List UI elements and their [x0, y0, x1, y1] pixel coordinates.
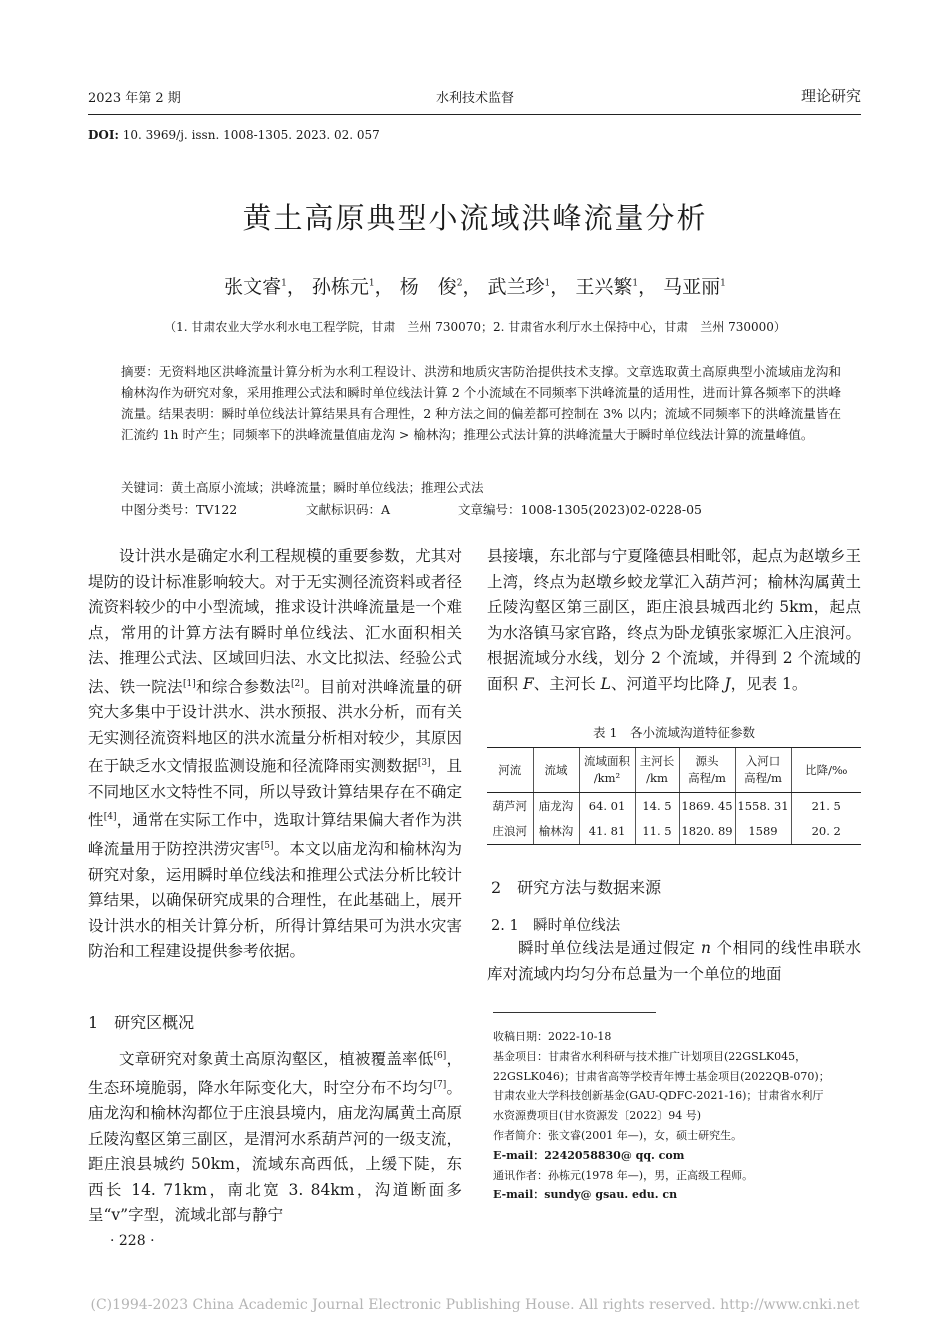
section-1-paragraph: [88, 1044, 462, 1229]
text: 。本文以庙龙沟和榆林沟为研究对象，运用瞬时单位线法和推理公式法分析比较计算结果，以确保研究成果的合理性，在此基础上，展开设计洪水的相关计算分析，所得计算结果可为洪水灾害防治和工程建设提供参考依据。: [88, 840, 462, 961]
section-1-continued: [487, 544, 861, 697]
abstract: [121, 361, 841, 445]
table-cell: 榆林沟: [533, 819, 579, 845]
author-sup: 1: [720, 278, 726, 289]
header-unit: 高程/m: [688, 771, 726, 785]
citation: [7]: [433, 1079, 447, 1090]
text: ，生态环境脆弱，降水年际变化大，时空分布不均匀: [88, 1050, 462, 1097]
column-header: [635, 748, 679, 793]
column-header: [487, 748, 533, 793]
author: 马亚丽: [663, 276, 721, 298]
table-cell: 庄浪河: [487, 819, 533, 845]
author-separator: ，: [286, 276, 306, 298]
abstract-label: 摘要：: [121, 364, 159, 379]
text: 文章研究对象黄土高原沟壑区，植被覆盖率低: [119, 1050, 434, 1069]
citation: [1]: [182, 678, 196, 689]
doi-label: DOI:: [88, 128, 119, 142]
text: ，且不同地区水文特性不同，所以导致计算结果存在不确定性: [88, 757, 462, 830]
keywords-text: 黄土高原小流域；洪峰流量；瞬时单位线法；推理公式法: [171, 480, 484, 495]
table-cell: 1820. 89: [679, 819, 735, 845]
citation: [3]: [417, 758, 431, 769]
author: 王兴繁: [575, 276, 633, 298]
table-cell: 64. 01: [579, 793, 635, 819]
characteristics-table: [487, 747, 861, 845]
text: 。目前对洪峰流量的研究大多集中于设计洪水、洪水预报、洪水分析，而有关无实测径流资料地区的洪水流量分析相对较少，其原因在于缺乏水文情报监测设施和径流降雨实测数据: [88, 677, 462, 776]
clc-number: 中图分类号：TV122: [121, 502, 238, 517]
article-number: 文章编号：1008-1305(2023)02-0228-05: [458, 502, 702, 517]
table-cell: 41. 81: [579, 819, 635, 845]
affiliation: （1. 甘肃农业大学水利水电工程学院，甘肃 兰州 730070；2. 甘肃省水利厅水土保持中心，甘肃 兰州 730000）: [164, 320, 786, 334]
author-sup: 1: [544, 278, 551, 289]
column-header: [791, 748, 861, 793]
variable: n: [700, 939, 711, 957]
footnote-line: 22GSLK046)；甘肃省高等学校青年博士基金项目(2022QB-070)；: [493, 1069, 830, 1083]
header-text: 源头: [695, 754, 719, 768]
column-header: [679, 748, 735, 793]
copyright-line: (C)1994-2023 China Academic Journal Electronic Publishing House. All rights reserved. http://www.cnki.net: [90, 1297, 860, 1313]
text: 个相同的线性串联水库对流域内均匀分布总量为一个单位的地面: [487, 939, 861, 983]
footnote-line: 通讯作者：孙栋元(1978 年—)，男，正高级工程师。: [493, 1168, 754, 1182]
citation: [5]: [260, 840, 274, 851]
author: 孙栋元: [311, 276, 369, 298]
table-cell: 1869. 45: [679, 793, 735, 819]
table-cell: 14. 5: [635, 793, 679, 819]
footnote-line: E-mail：2242058830@ qq. com: [493, 1148, 685, 1162]
author-separator: ，: [638, 276, 658, 298]
table-cell: 20. 2: [791, 819, 861, 845]
column-header: [579, 748, 635, 793]
footnotes: [493, 1027, 863, 1205]
footnote-rule: [493, 1012, 656, 1013]
table-cell: 1589: [735, 819, 791, 845]
author: 张文睿: [224, 276, 282, 298]
author-separator: ，: [462, 276, 482, 298]
footnote-line: 甘肃农业大学科技创新基金(GAU-QDFC-2021-16)；甘肃省水利厅: [493, 1089, 824, 1103]
text: 设计洪水是确定水利工程规模的重要参数，尤其对堤防的设计标准影响较大。对于无实测径流资料或者径流资料较少的中小型流域，推求设计洪峰流量是一个难点，常用的计算方法有瞬时单位线法、汇水面积相关法、推理公式法、区域回归法、水文比拟法、经验公式法、铁一院法: [88, 547, 462, 696]
table-row: [487, 793, 861, 819]
author-sup: 1: [368, 278, 375, 289]
author-separator: ，: [550, 276, 570, 298]
text: ，通常在实际工作中，选取计算结果偏大者作为洪峰流量用于防控洪涝灾害: [88, 811, 462, 859]
author-separator: ，: [374, 276, 394, 298]
header-text: 入河口: [745, 754, 781, 768]
column-header: [533, 748, 579, 793]
header-journal: 水利技术监督: [435, 91, 514, 106]
header-rule: [88, 114, 861, 115]
variable: J: [724, 674, 731, 693]
footnote-line: 收稿日期：2022-10-18: [493, 1030, 612, 1043]
section-2-1-paragraph: [487, 936, 861, 987]
author-sup: 1: [281, 278, 287, 289]
text: 和综合参数法: [195, 677, 291, 696]
doi-value: 10. 3969/j. issn. 1008-1305. 2023. 02. 057: [122, 128, 380, 142]
table-cell: 11. 5: [635, 819, 679, 845]
author-sup: 1: [632, 278, 639, 289]
header-text: 河流: [498, 762, 522, 777]
page-number: · 228 ·: [110, 1233, 155, 1249]
footnote-line: 水资源费项目(甘水资源发〔2022〕94 号): [493, 1109, 702, 1123]
author: 武兰珍: [487, 276, 545, 298]
keywords-label: 关键词：: [121, 480, 172, 495]
header-text: 流域面积: [584, 754, 630, 768]
variable: L: [600, 674, 611, 693]
section-2-heading: 2 研究方法与数据来源: [491, 878, 662, 897]
header-unit: /km²: [593, 771, 621, 785]
paper-title: 黄土高原典型小流域洪峰流量分析: [242, 201, 708, 235]
header-unit: 高程/m: [744, 771, 782, 785]
text: 。庙龙沟和榆林沟都位于庄浪县境内，庙龙沟属黄土高原丘陵沟壑区第三副区，是渭河水系葫芦河的一级支流，距庄浪县城约 50km，流域东高西低，上缓下陡，东西长 14. 71km，南北宽 3. 84km，沟道断面多呈“v”字型，流域北部与静宁: [88, 1078, 462, 1225]
table-cell: 21. 5: [791, 793, 861, 819]
header-unit: /km: [646, 771, 668, 785]
citation: [4]: [103, 812, 117, 823]
table-header-row: [487, 748, 861, 793]
variable: F: [522, 674, 534, 693]
text: ，见表 1。: [730, 674, 808, 693]
author-sup: 2: [456, 278, 463, 289]
header-text: 主河长: [639, 754, 675, 768]
footnote-line: E-mail：sundy@ gsau. edu. cn: [493, 1188, 678, 1202]
footnote-line: 作者简介：张文睿(2001 年—)，女，硕士研究生。: [493, 1128, 743, 1142]
subsection-2-1-heading: 2. 1 瞬时单位线法: [491, 918, 621, 934]
header-issue: 2023 年第 2 期: [88, 91, 181, 106]
intro-paragraph: [88, 544, 462, 965]
table-row: [487, 819, 861, 845]
header-text: 流域: [544, 762, 568, 777]
author-list: [0, 272, 950, 299]
text: 县接壤，东北部与宁夏隆德县相毗邻，起点为赵墩乡王上湾，终点为赵墩乡蛟龙掌汇入葫芦河；榆林沟属黄土丘陵沟壑区第三副区，距庄浪县城西北约 5km，起点为水洛镇马家官路，终点为卧龙镇张家塬汇入庄浪河。根据流域分水线，划分 2 个流域，并得到 2 个流域的面积: [487, 547, 861, 693]
citation: [2]: [290, 678, 304, 689]
table-cell: 1558. 31: [735, 793, 791, 819]
table-cell: 葫芦河: [492, 798, 527, 813]
section-1-heading: 1 研究区概况: [88, 1013, 195, 1032]
text: 瞬时单位线法是通过假定: [518, 939, 701, 957]
author: 杨 俊: [399, 276, 457, 298]
abstract-text: 无资料地区洪峰流量计算分析为水利工程设计、洪涝和地质灾害防治提供技术支撑。文章选取黄土高原典型小流域庙龙沟和榆林沟作为研究对象，采用推理公式法和瞬时单位线法计算 2 个小流域在不同频率下洪峰流量的适用性，进而计算各频率下的洪峰流量。结果表明：瞬时单位线法计算结果具有合理性，2 种方法之间的偏差都可控制在 3% 以内；流域不同频率下的洪峰流量皆在汇流约 1h 时产生；同频率下的洪峰流量值庙龙沟 > 榆林沟；推理公式法计算的洪峰流量大于瞬时单位线法计算的流量峰值。: [121, 364, 841, 442]
column-header: [735, 748, 791, 793]
footnote-line: 基金项目：甘肃省水利科研与技术推广计划项目(22GSLK045，: [493, 1049, 807, 1063]
doi: [88, 128, 380, 142]
header-text: 比降/‰: [805, 762, 848, 777]
table-caption: 表 1 各小流域沟道特征参数: [593, 725, 755, 740]
document-code: 文献标识码：A: [306, 502, 391, 517]
citation: [6]: [433, 1051, 447, 1061]
keywords: [121, 478, 484, 496]
text: 、河道平均比降: [610, 674, 725, 693]
table-cell: 庙龙沟: [533, 793, 579, 819]
header-section: 理论研究: [800, 87, 861, 105]
text: 、主河长: [533, 674, 601, 693]
